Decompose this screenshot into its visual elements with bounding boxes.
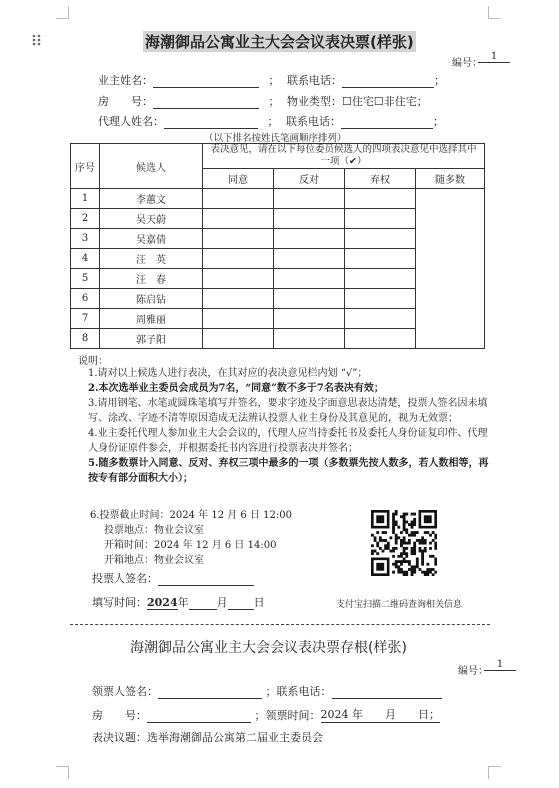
vote-cell-agree[interactable] [203,289,274,309]
candidate-name: 汪 春 [100,269,203,289]
candidate-name: 汪 英 [100,249,203,269]
row-index: 2 [71,209,100,229]
vote-location: 投票地点：物业会议室 [104,525,204,536]
vote-cell-oppose[interactable] [274,289,345,309]
vote-cell-agree[interactable] [203,229,274,249]
phone-field[interactable] [342,74,434,88]
row-index: 8 [71,329,100,349]
vote-cell-oppose[interactable] [274,269,345,289]
crop-mark-bottom-right [488,766,501,779]
drag-handle-icon[interactable] [32,31,42,43]
vote-cell-agree[interactable] [203,209,274,229]
stub-room-row [92,706,440,723]
room-row: 房 号： ； 物业类型：☐住宅☐非住宅； [98,95,428,108]
vote-cell-agree[interactable] [203,189,274,209]
row-index: 5 [71,269,100,289]
date-day-field[interactable] [228,596,254,610]
date-year[interactable]: 2024 [147,596,178,609]
vote-cell-abstain[interactable] [345,289,416,309]
col-index-header: 序号 [71,144,100,189]
vote-cell-majority[interactable] [416,189,485,349]
vote-cell-agree[interactable] [203,269,274,289]
crop-mark-bottom-left [56,766,69,779]
proxy-phone-label: 联系电话： [286,115,341,128]
stub-receiver-row [92,683,442,699]
vote-cell-agree[interactable] [203,309,274,329]
vote-cell-abstain[interactable] [345,189,416,209]
proxy-phone-field[interactable] [341,115,433,129]
date-label: 填写时间： [92,596,147,609]
qr-code-icon[interactable] [371,510,437,576]
open-location: 开箱地点：物业会议室 [104,555,204,566]
issue-value: 选举海潮御品公寓第二届业主委员会 [147,731,323,744]
stub-serial-value: 1 [484,659,516,671]
vote-cell-oppose[interactable] [274,229,345,249]
option-agree-header: 同意 [203,169,274,189]
vote-cell-oppose[interactable] [274,329,345,349]
receive-time-value[interactable]: 2024 年 月 日； [320,708,440,721]
stub-serial-label: 编号： [458,666,488,677]
vote-cell-oppose[interactable] [274,249,345,269]
stub-issue-row [92,729,323,745]
vote-table [70,143,485,349]
open-time: 开箱时间：2024 年 12 月 6 日 14:00 [104,540,277,551]
qr-caption: 支付宝扫描二维码查询相关信息 [336,600,463,610]
room-field[interactable] [153,95,259,109]
option-oppose-header: 反对 [274,169,345,189]
option-majority-header: 随多数 [416,169,485,189]
property-type-options[interactable]: ☐住宅☐非住宅； [342,95,428,108]
property-type-label: 物业类型： [287,95,342,108]
row-index: 6 [71,289,100,309]
proxy-label: 代理人姓名： [98,115,164,128]
candidate-name: 周雅丽 [100,309,203,329]
room-label: 房 号： [98,95,153,108]
table-row [71,189,485,209]
receive-time-label: ；领票时间： [254,709,321,722]
vote-cell-agree[interactable] [203,329,274,349]
vote-cell-abstain[interactable] [345,209,416,229]
candidate-name: 吴嘉倩 [100,229,203,249]
candidate-name: 李蕙文 [100,189,203,209]
date-row: 填写时间：2024年 月 日 [92,596,265,609]
candidate-name: 吴天蔚 [100,209,203,229]
vote-cell-agree[interactable] [203,249,274,269]
note-item: 5.随多数票计入同意、反对、弃权三项中最多的一项（多数票先按人数多，若人数相等，再按专有部分面积大小）； [88,458,489,484]
stub-phone-field[interactable] [332,685,442,699]
proxy-row: 代理人姓名： ； 联系电话： ； [98,115,444,128]
owner-name-label: 业主姓名： [98,74,153,87]
notes-list [88,366,496,486]
owner-name-field[interactable] [153,74,259,88]
row-index: 1 [71,189,100,209]
vote-cell-oppose[interactable] [274,209,345,229]
candidate-name: 郭子阳 [100,329,203,349]
vote-cell-oppose[interactable] [274,189,345,209]
col-opinion-header: 表决意见，请在以下每位委员候选人的四项表决意见中选择其中一项（✔） [203,144,485,169]
option-abstain-header: 弃权 [345,169,416,189]
vote-cell-abstain[interactable] [345,249,416,269]
receiver-label: 领票人签名： [92,685,158,698]
owner-name-row: 业主姓名： ； 联系电话： ； [98,74,445,87]
serial-label: 编号： [452,58,482,69]
note-item: 3.请用钢笔、水笔或圆珠笔填写并签名，要求字迹及字面意思表达清楚，投票人签名因未填写、涂改、字迹不清等原因造成无法辨认投票人业主身份及其意见的，视为无效票； [88,398,488,424]
note-item: 2.本次选举业主委员会成员为7名，“同意”数不多于7名表决有效； [88,383,384,394]
vote-deadline: 6.投票截止时间：2024 年 12 月 6 日 12:00 [90,510,292,521]
crop-mark-top-right [488,6,501,19]
note-item: 1.请对以上候选人进行表决，在其对应的表决意见栏内划 “√”； [88,368,368,379]
crop-mark-top-left [56,6,69,19]
vote-cell-abstain[interactable] [345,269,416,289]
vote-cell-abstain[interactable] [345,229,416,249]
col-candidate-header: 候选人 [100,144,203,189]
stub-title: 海潮御品公寓业主大会会议表决票存根(样张) [130,640,407,656]
row-index: 4 [71,249,100,269]
vote-cell-oppose[interactable] [274,309,345,329]
vote-cell-abstain[interactable] [345,329,416,349]
issue-label: 表决议题： [92,731,147,744]
stub-room-label: 房 号： [92,709,147,722]
order-note: （以下排名按姓氏笔画顺序排列） [204,133,347,144]
notes-title: 说明： [78,356,108,367]
ballot-title: 海潮御品公寓业主大会会议表决票(样张) [145,33,414,51]
note-item: 4.业主委托代理人参加业主大会会议的，代理人应当持委托书及委托人身份证复印件、代理人身份证原件参会，并根据委托书内容进行投票表决并签名； [88,428,488,454]
stub-room-field[interactable] [147,709,251,723]
signer-label: 投票人签名： [92,572,158,585]
vote-cell-abstain[interactable] [345,309,416,329]
date-month-field[interactable] [189,596,217,610]
row-index: 7 [71,309,100,329]
receiver-field[interactable] [158,685,262,699]
candidate-name: 陈启钻 [100,289,203,309]
schedule [90,508,292,568]
signer-field[interactable] [158,572,254,586]
signer-row [92,570,254,586]
proxy-field[interactable] [164,115,258,129]
sep: ； [268,74,280,87]
cut-line [70,624,490,625]
row-index: 3 [71,229,100,249]
stub-phone-label: ；联系电话： [265,685,332,698]
serial-value: 1 [478,51,510,63]
phone-label: 联系电话： [287,74,342,87]
